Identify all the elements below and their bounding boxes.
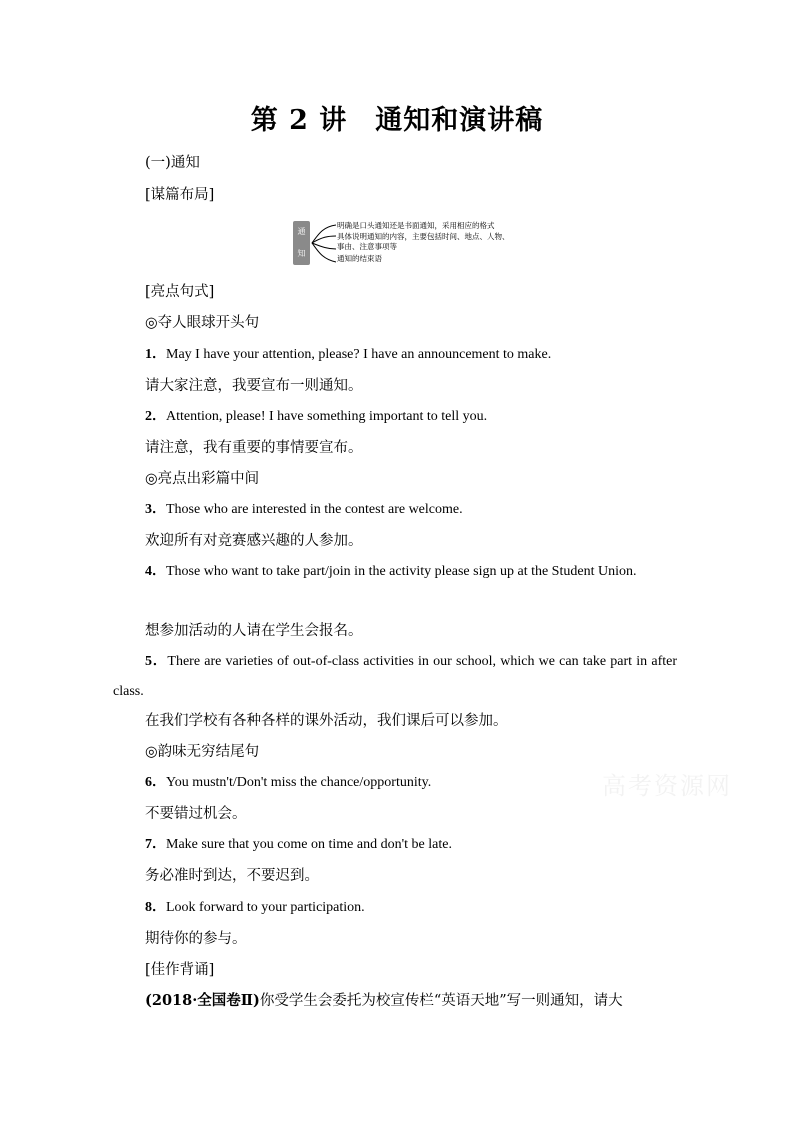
exam-source: (2018·全国卷Ⅱ) (145, 992, 260, 1009)
page-title: 第 2 讲 通知和演讲稿 (250, 105, 544, 136)
section-notice-heading: (一)通知 (145, 155, 200, 171)
sentence-number: 3． (145, 502, 166, 517)
middle-heading: ◎亮点出彩篇中间 (145, 471, 260, 487)
sentence-english: Attention, please! I have something important to tell you. (166, 409, 488, 424)
diagram-item-3: 事由、注意事项等 (337, 242, 397, 251)
sentence-number: 1． (145, 347, 166, 362)
sentence-number: 4． (145, 564, 166, 579)
sentence-1 (145, 346, 551, 364)
diagram-label-box (293, 221, 310, 265)
sentence-8 (145, 899, 365, 917)
sentence-english: Those who are interested in the contest are welcome. (166, 502, 463, 517)
sentence-english: May I have your attention, please? I have an announcement to make. (166, 347, 552, 362)
sentence-7-translation: 务必准时到达，不要迟到。 (145, 868, 319, 884)
notice-structure-diagram (293, 221, 533, 265)
sentence-number: 2． (145, 409, 166, 424)
sentence-5 (113, 647, 677, 707)
sentence-7 (145, 836, 452, 854)
diagram-item-2: 具体说明通知的内容，主要包括时间、地点、人物、 (337, 232, 510, 241)
sentence-number: 8． (145, 900, 166, 915)
sentence-8-translation: 期待你的参与。 (145, 931, 247, 947)
sentence-number: 6． (145, 775, 166, 790)
watermark: 高考资源网 (602, 772, 732, 800)
exam-prompt (145, 992, 623, 1010)
highlight-heading: [亮点句式] (145, 284, 215, 300)
sentence-3-translation: 欢迎所有对竞赛感兴趣的人参加。 (145, 533, 363, 549)
diagram-item-4: 通知的结束语 (337, 254, 382, 263)
sentence-3 (145, 501, 463, 519)
sentence-6 (145, 774, 431, 792)
sentence-5-translation: 在我们学校有各种各样的课外活动，我们课后可以参加。 (145, 713, 508, 729)
sentence-english: Make sure that you come on time and don't be late. (166, 837, 452, 852)
brace-connector (310, 221, 338, 265)
sentence-english: There are varieties of out-of-class activities in our school, which we can take part in after class. (113, 654, 677, 699)
sentence-number: 7． (145, 837, 166, 852)
sentence-4 (113, 557, 677, 587)
sentence-english: Those who want to take part/join in the activity please sign up at the Student Union. (166, 564, 637, 579)
diagram-label-top: 通 (297, 227, 306, 236)
sentence-4-translation: 想参加活动的人请在学生会报名。 (145, 623, 363, 639)
sentence-2 (145, 408, 487, 426)
layout-heading: [谋篇布局] (145, 187, 215, 203)
sentence-number: 5． (145, 654, 168, 669)
ending-heading: ◎韵味无穷结尾句 (145, 744, 260, 760)
sentence-1-translation: 请大家注意，我要宣布一则通知。 (145, 378, 363, 394)
diagram-label-bottom: 知 (297, 249, 306, 258)
sentence-english: You mustn't/Don't miss the chance/opportunity. (166, 775, 432, 790)
sentence-6-translation: 不要错过机会。 (145, 806, 247, 822)
sentence-english: Look forward to your participation. (166, 900, 365, 915)
exam-text: 你受学生会委托为校宣传栏“英语天地”写一则通知，请大 (259, 993, 623, 1009)
diagram-item-1: 明确是口头通知还是书面通知，采用相应的格式 (337, 221, 495, 230)
recite-heading: [佳作背诵] (145, 962, 215, 978)
opening-heading: ◎夺人眼球开头句 (145, 315, 260, 331)
sentence-2-translation: 请注意，我有重要的事情要宣布。 (145, 440, 363, 456)
